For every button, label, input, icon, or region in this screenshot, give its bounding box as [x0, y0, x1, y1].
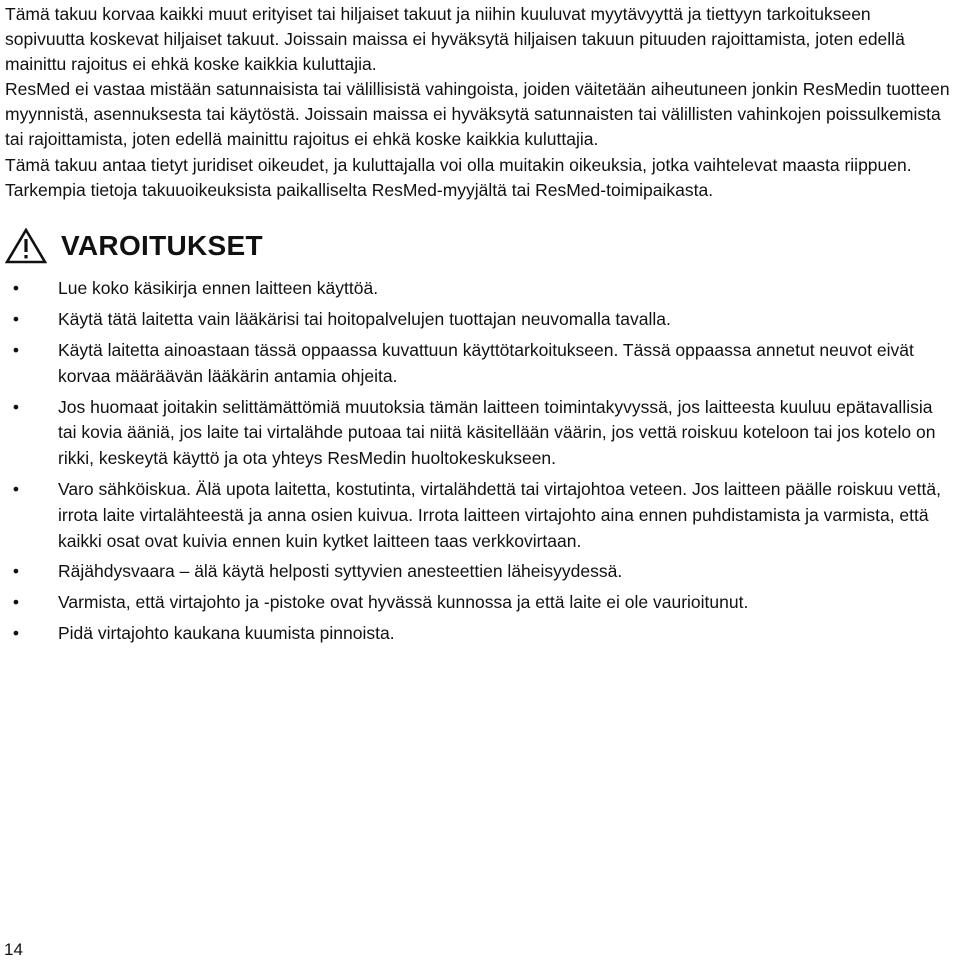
- list-item: [5, 590, 955, 616]
- warnings-title: VAROITUKSET: [61, 230, 263, 262]
- list-item: [5, 307, 955, 333]
- bullet: •: [12, 309, 20, 330]
- bullet: •: [12, 478, 20, 499]
- list-item-text: Jos huomaat joitakin selittämättömiä muutoksia tämän laitteen toimintakyvyssä, jos laitteesta kuuluu epätavallisia tai kovia ääniä, jos laite tai virtalähde putoaa tai niitä käsitellään väärin, jos vettä roiskuu koteloon tai jos kotelo on rikki, keskeytä käyttö ja ota yhteys ResMedin huoltokeskukseen.: [58, 396, 936, 469]
- list-item: [5, 621, 955, 647]
- list-item-text: Varo sähköiskua. Älä upota laitetta, kostutinta, virtalähdettä tai virtajohtoa veteen. Jos laitteen päälle roiskuu vettä, irrota laite virtalähteestä ja anna osien kuivua. Irrota laitteen virtajohto aina ennen puhdistamista ja varmista, että kaikki osat ovat kuivia ennen kuin kytket laitteen taas verkkovirtaan.: [58, 478, 941, 551]
- list-item: [5, 338, 955, 390]
- bullet: •: [12, 622, 20, 643]
- warnings-heading: [5, 228, 955, 264]
- bullet: •: [12, 278, 20, 299]
- bullet: •: [12, 396, 20, 417]
- list-item-text: Käytä tätä laitetta vain lääkärisi tai hoitopalvelujen tuottajan neuvomalla tavalla.: [58, 309, 671, 330]
- list-item: [5, 559, 955, 585]
- page-number: 14: [4, 940, 23, 959]
- bullet: •: [12, 339, 20, 360]
- list-item: [5, 276, 955, 302]
- warranty-paragraph-1: Tämä takuu korvaa kaikki muut erityiset tai hiljaiset takuut ja niihin kuuluvat myytävyyttä ja tiettyyn tarkoitukseen sopivuutta koskevat hiljaiset takuut. Joissain maissa ei hyväksytä hiljaisen takuun pituuden rajoittamista, joten edellä mainittu rajoitus ei ehkä koske kaikkia kuluttajia.: [5, 4, 905, 74]
- list-item-text: Lue koko käsikirja ennen laitteen käyttöä.: [58, 278, 379, 299]
- bullet: •: [12, 561, 20, 582]
- list-item-text: Räjähdysvaara – älä käytä helposti syttyvien anesteettien läheisyydessä.: [58, 561, 623, 582]
- warranty-paragraph-3: Tämä takuu antaa tietyt juridiset oikeudet, ja kuluttajalla voi olla muitakin oikeuksia, jotka vaihtelevat maasta riippuen. Tarkempia tietoja takuuoikeuksista paikalliselta ResMed-myyjältä tai ResMed-toimipaikasta.: [5, 154, 912, 200]
- list-item: [5, 395, 955, 472]
- bullet: •: [12, 592, 20, 613]
- warning-triangle-icon: [5, 228, 47, 264]
- list-item-text: Pidä virtajohto kaukana kuumista pinnoista.: [58, 622, 395, 643]
- warranty-paragraph-2: ResMed ei vastaa mistään satunnaisista tai välillisistä vahingoista, joiden väitetään aiheutuneen jonkin ResMedin tuotteen myynnistä, asennuksesta tai käytöstä. Joissain maissa ei hyväksytä satunnaisten tai välillisten vahinkojen poissulkemista tai rajoittamista, joten edellä mainittu rajoitus ei ehkä koske kaikkia kuluttajia.: [5, 79, 950, 149]
- document-body: [5, 2, 955, 652]
- list-item: [5, 477, 955, 554]
- list-item-text: Käytä laitetta ainoastaan tässä oppaassa kuvattuun käyttötarkoitukseen. Tässä oppaassa annetut neuvot eivät korvaa määräävän lääkärin antamia ohjeita.: [58, 339, 914, 386]
- warnings-list: [5, 276, 955, 646]
- list-item-text: Varmista, että virtajohto ja -pistoke ovat hyvässä kunnossa ja että laite ei ole vaurioitunut.: [58, 592, 749, 613]
